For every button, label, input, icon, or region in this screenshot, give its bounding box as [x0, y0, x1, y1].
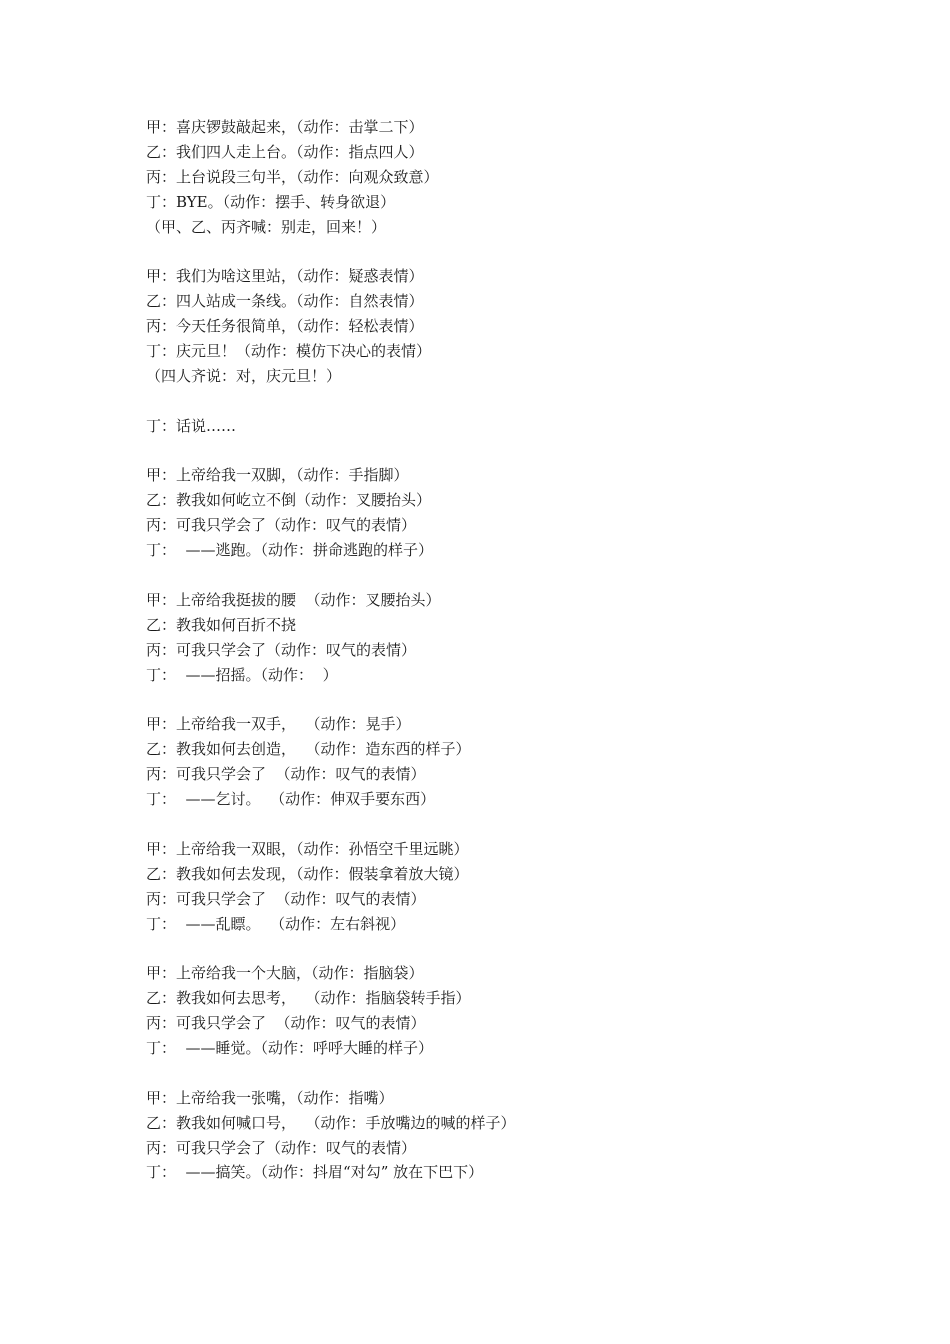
paragraph-spacer — [146, 439, 846, 464]
paragraph-opening — [146, 115, 846, 239]
paragraph-why-here — [146, 264, 846, 388]
script-line: 乙：教我如何去发现，（动作：假装拿着放大镜） — [146, 864, 469, 883]
paragraph-mouth — [146, 1086, 846, 1186]
script-line: 丁： ——招摇。（动作： ） — [146, 665, 338, 684]
paragraph-spacer — [146, 389, 846, 414]
script-line: 丁： ——乞讨。 （动作：伸双手要东西） — [146, 790, 436, 809]
script-body — [146, 115, 846, 1185]
script-line: 乙：教我如何喊口号， （动作：手放嘴边的喊的样子） — [146, 1113, 516, 1132]
script-line: 甲：上帝给我一双脚，（动作：手指脚） — [146, 466, 409, 485]
paragraph-spacer — [146, 239, 846, 264]
script-line: 甲：喜庆锣鼓敲起来，（动作：击掌二下） — [146, 118, 424, 136]
script-line: 乙：教我如何去思考， （动作：指脑袋转手指） — [146, 989, 471, 1008]
script-line: 乙：四人站成一条线。（动作：自然表情） — [146, 292, 424, 311]
paragraph-waist — [146, 588, 846, 688]
script-line: 乙：教我如何去创造， （动作：造东西的样子） — [146, 740, 471, 759]
script-line: 丙：可我只学会了 （动作：叹气的表情） — [146, 889, 426, 908]
script-line: 乙：教我如何屹立不倒（动作：叉腰抬头） — [146, 491, 432, 510]
paragraph-feet — [146, 463, 846, 563]
script-line: 丁： ——搞笑。（动作：抖眉“对勾” 放在下巴下） — [146, 1163, 484, 1182]
paragraph-hands — [146, 712, 846, 812]
script-line: 甲：上帝给我一张嘴，（动作：指嘴） — [146, 1088, 394, 1107]
paragraph-intro — [146, 414, 846, 439]
script-line: 甲：我们为啥这里站，（动作：疑惑表情） — [146, 267, 424, 286]
paragraph-spacer — [146, 687, 846, 712]
script-line: 丙：可我只学会了（动作：叹气的表情） — [146, 516, 417, 535]
script-line: 丙：上台说段三句半，（动作：向观众致意） — [146, 167, 439, 186]
script-line: 丙：可我只学会了 （动作：叹气的表情） — [146, 1014, 426, 1033]
script-line: （甲、乙、丙齐喊：别走，回来！） — [146, 217, 387, 236]
script-line: 丙：可我只学会了 （动作：叹气的表情） — [146, 765, 426, 784]
paragraph-spacer — [146, 1061, 846, 1086]
script-line: 丙：今天任务很简单，（动作：轻松表情） — [146, 317, 424, 336]
script-line: 丁：话说…… — [146, 416, 237, 435]
script-line: 丁： ——乱瞟。 （动作：左右斜视） — [146, 914, 406, 933]
paragraph-brain — [146, 961, 846, 1061]
script-line: 乙：教我如何百折不挠 — [146, 615, 297, 634]
script-line: 丁： ——逃跑。（动作：拼命逃跑的样子） — [146, 541, 434, 560]
script-line: 甲：上帝给我一双手， （动作：晃手） — [146, 715, 411, 734]
script-line: 乙：我们四人走上台。（动作：指点四人） — [146, 142, 424, 161]
paragraph-spacer — [146, 812, 846, 837]
script-line: 甲：上帝给我一双眼，（动作：孙悟空千里远眺） — [146, 839, 469, 858]
script-line: 甲：上帝给我一个大脑，（动作：指脑袋） — [146, 964, 424, 983]
script-line: 丁： ——睡觉。（动作：呼呼大睡的样子） — [146, 1038, 434, 1057]
script-line: （四人齐说：对，庆元旦！） — [146, 366, 342, 385]
paragraph-eyes — [146, 837, 846, 937]
paragraph-spacer — [146, 563, 846, 588]
script-line: 丙：可我只学会了（动作：叹气的表情） — [146, 1138, 417, 1157]
script-line: 丙：可我只学会了（动作：叹气的表情） — [146, 640, 417, 659]
script-line: 甲：上帝给我挺拔的腰 （动作：叉腰抬头） — [146, 590, 441, 609]
script-line: 丁：BYE。（动作：摆手、转身欲退） — [146, 192, 396, 211]
script-line: 丁：庆元旦！（动作：模仿下决心的表情） — [146, 342, 432, 361]
paragraph-spacer — [146, 936, 846, 961]
